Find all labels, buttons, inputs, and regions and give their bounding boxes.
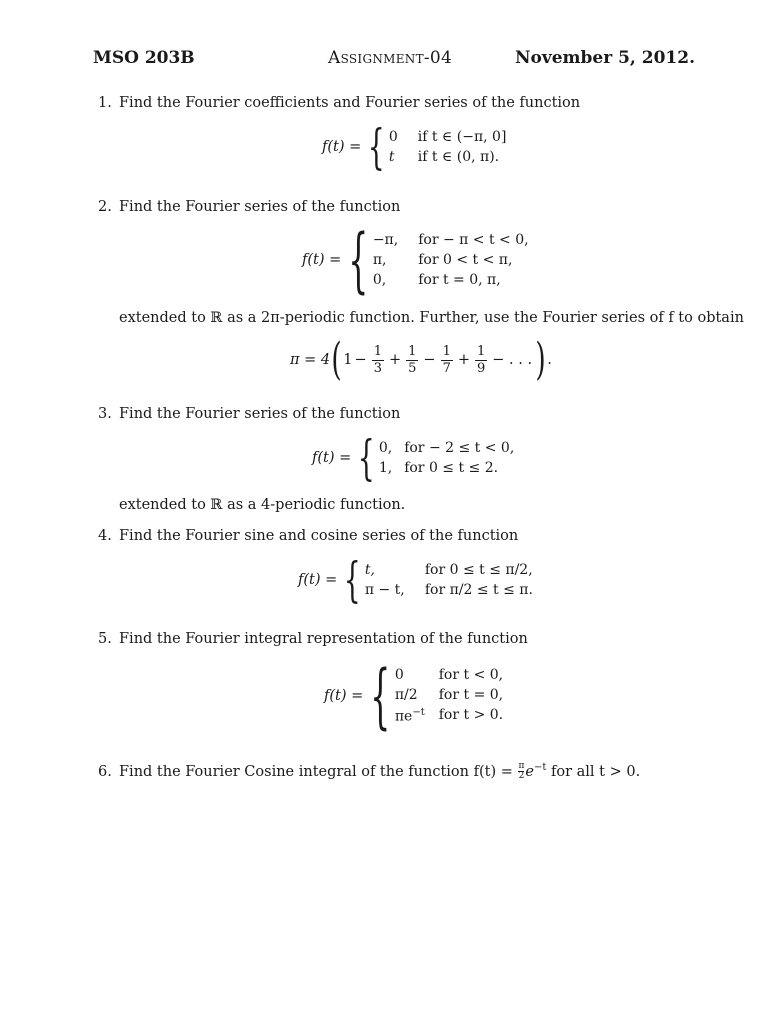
problem-4-statement — [98, 527, 518, 545]
cases-block — [373, 232, 529, 288]
problem-4-formula — [298, 552, 533, 608]
case-value: 0, — [372, 272, 387, 288]
cases-block — [389, 129, 507, 165]
formula-lhs: f(t) = — [298, 572, 338, 588]
case-condition: if t ∈ (0, π). — [417, 149, 500, 165]
series-lhs: π = 4 — [290, 352, 331, 368]
series-fraction: $\frac{1}{3}$ — [373, 343, 382, 376]
problem-2-continuation: extended to ℝ as a 2π-periodic function. Further, use the Fourier series of f to obtain — [119, 310, 744, 326]
formula-lhs: f(t) = — [312, 450, 352, 466]
problem-text: Find the Fourier integral representation of the function — [119, 631, 528, 647]
series-start: 1 — [343, 352, 353, 368]
series-op: + — [457, 352, 470, 368]
problem-6-statement — [98, 759, 640, 781]
problem-number: 6. — [98, 763, 112, 780]
problem-text: Find the Fourier series of the function — [119, 406, 401, 422]
case-value: π/2 — [394, 687, 418, 704]
left-brace: { — [358, 430, 375, 486]
case-condition: for − π < t < 0, — [418, 232, 529, 248]
case-value: 0 — [394, 667, 404, 684]
problem-1-formula — [322, 119, 507, 175]
assignment-title: Assignment-04 — [328, 48, 453, 68]
problem-number: 3. — [98, 406, 112, 422]
series-fraction: $\frac{1}{5}$ — [408, 343, 417, 376]
series-op: − — [354, 352, 367, 368]
cases-block — [365, 562, 533, 598]
case-condition: for t = 0, π, — [418, 272, 501, 288]
case-condition: for t = 0, — [438, 687, 504, 704]
case-condition: if t ∈ (−π, 0] — [417, 129, 507, 145]
problem-2-statement — [98, 198, 400, 216]
cases-block — [395, 667, 503, 725]
problem-3-statement — [98, 405, 400, 423]
problem-number: 1. — [98, 95, 112, 111]
series-op: − — [423, 352, 436, 368]
problem-number: 5. — [98, 631, 112, 647]
case-value: t — [388, 149, 395, 165]
formula-lhs: f(t) = — [324, 688, 364, 704]
problem-text: Find the Fourier series of the function — [119, 199, 401, 215]
series-end: . — [547, 352, 552, 368]
case-value: π, — [372, 252, 387, 268]
left-brace: { — [368, 119, 385, 175]
problem-3-continuation: extended to ℝ as a 4-periodic function. — [119, 497, 406, 513]
right-paren: ) — [535, 334, 546, 385]
series-op: + — [388, 352, 402, 368]
formula-lhs: f(t) = — [302, 252, 342, 268]
problem-5-formula — [324, 655, 504, 737]
series-fraction: $\frac{1}{9}$ — [477, 343, 486, 376]
case-value: t, — [364, 562, 375, 578]
problem-text: Find the Fourier sine and cosine series of the function — [119, 528, 519, 544]
problem-2-formula — [302, 219, 529, 301]
problem-1-statement — [98, 94, 580, 112]
left-brace: { — [344, 552, 361, 608]
series-tail: − . . . — [492, 352, 533, 368]
left-brace: { — [370, 655, 391, 737]
case-value: 0, — [378, 440, 393, 456]
problem-text: Find the Fourier Cosine integral of the function f(t) = — [119, 763, 513, 780]
case-condition: for 0 ≤ t ≤ 2. — [404, 460, 499, 476]
case-value: $\pi e^{-t}$ — [394, 707, 425, 725]
problem-number: 4. — [98, 528, 112, 544]
case-value: −π, — [372, 232, 399, 248]
problem-5-statement — [98, 630, 528, 648]
problem-text-end: for all t > 0. — [551, 763, 641, 780]
case-condition: for − 2 ≤ t < 0, — [404, 440, 515, 456]
exponent: −t — [534, 762, 547, 773]
case-condition: for 0 < t < π, — [418, 252, 513, 268]
series-fraction: $\frac{1}{7}$ — [442, 343, 451, 376]
case-value: π − t, — [364, 582, 405, 598]
problem-number: 2. — [98, 199, 112, 215]
left-paren: ( — [331, 334, 342, 385]
pi-over-two-fraction: $\frac{\pi}{2}$ — [518, 761, 525, 782]
assignment-date: November 5, 2012. — [514, 48, 695, 68]
course-code: MSO 203B — [93, 48, 195, 68]
case-condition: for t < 0, — [438, 667, 504, 684]
left-brace: { — [348, 219, 369, 301]
case-condition: for 0 ≤ t ≤ π/2, — [424, 562, 533, 578]
case-condition: for π/2 ≤ t ≤ π. — [424, 582, 533, 598]
problem-3-formula — [312, 430, 515, 486]
case-condition: for t > 0. — [438, 707, 504, 724]
cases-block — [379, 440, 514, 476]
formula-lhs: f(t) = — [322, 139, 362, 155]
problem-text: Find the Fourier coefficients and Fourier series of the function — [119, 95, 581, 111]
leibniz-series — [290, 334, 552, 385]
page-header — [93, 48, 695, 74]
case-value: 0 — [388, 129, 398, 145]
exponential-term: e — [525, 763, 534, 780]
case-value: 1, — [378, 460, 393, 476]
